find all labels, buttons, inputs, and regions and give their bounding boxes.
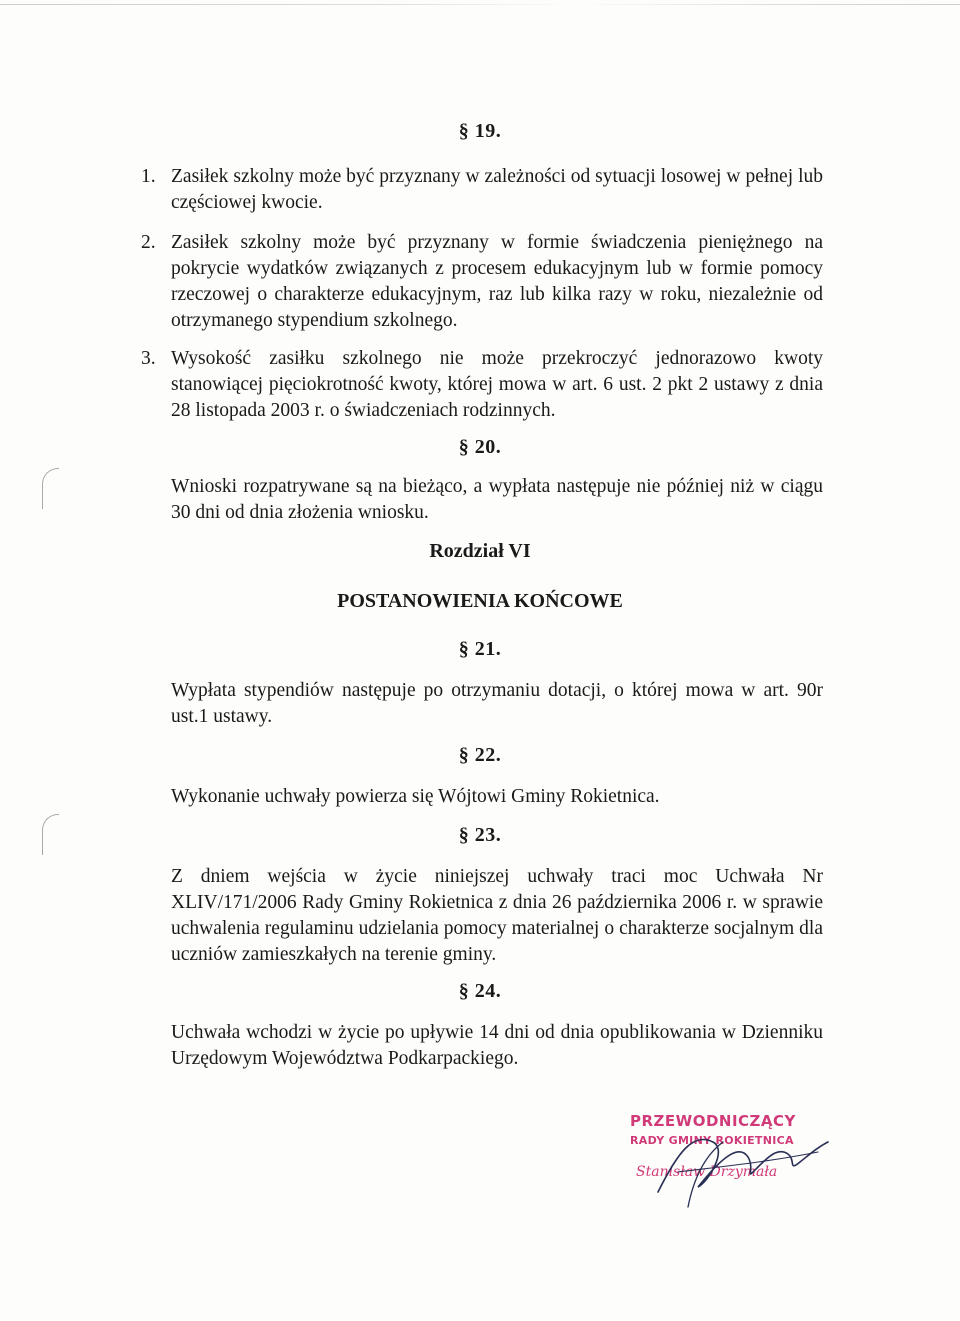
paragraph-text: Zasiłek szkolny może być przyznany w zależności od sytuacji losowej w pełnej lub częściowej kwocie. (171, 166, 823, 213)
s22-text: Wykonanie uchwały powierza się Wójtowi Gminy Rokietnica. (171, 786, 660, 807)
paragraph-text: Wysokość zasiłku szkolnego nie może przekroczyć jednorazowo kwoty stanowiącej pięciokrotność kwoty, której mowa w art. 6 ust. 2 pkt 2 ustawy z dnia 28 listopada 2003 r. o świadczeniach rodzinnych. (171, 348, 823, 421)
stamp-name: Stanisław Drzymała (636, 1164, 778, 1180)
handwritten-signature (618, 1112, 848, 1212)
paragraph-number: 3. (141, 348, 156, 369)
stamp-title: PRZEWODNICZĄCY (630, 1112, 796, 1130)
section-21-mark: § 21. (458, 638, 502, 660)
scan-edge-line (0, 4, 960, 5)
s21-text: Wypłata stypendiów następuje po otrzymaniu dotacji, o której mowa w art. 90r ust.1 ustawy. (171, 680, 823, 727)
chapter-subtitle: POSTANOWIENIA KOŃCOWE (337, 590, 623, 612)
stamp-council: RADY GMINY ROKIETNICA (630, 1134, 794, 1147)
section-19-mark: § 19. (458, 120, 502, 142)
s19-paragraph-1 (141, 164, 821, 216)
s24-text: Uchwała wchodzi w życie po upływie 14 dni od dnia opublikowania w Dzienniku Urzędowym Województwa Podkarpackiego. (171, 1022, 823, 1069)
chapter-title: Rozdział VI (429, 540, 531, 562)
margin-mark (42, 468, 59, 509)
section-20-mark: § 20. (458, 436, 502, 458)
paragraph-text: Zasiłek szkolny może być przyznany w formie świadczenia pieniężnego na pokrycie wydatków związanych z procesem edukacyjnym lub w formie pomocy rzeczowej o charakterze edukacyjnym, raz lub kilka razy w roku, niezależnie od otrzymanego stypendium szkolnego. (171, 232, 823, 331)
paragraph-number: 1. (141, 166, 156, 187)
s19-paragraph-3 (141, 346, 821, 424)
s23-text: Z dniem wejścia w życie niniejszej uchwały traci moc Uchwała Nr XLIV/171/2006 Rady Gminy Rokietnica z dnia 26 października 2006 r. w sprawie uchwalenia regulaminu udzielania pomocy materialnej o charakterze socjalnym dla uczniów zamieszkałych na terenie gminy. (171, 866, 823, 965)
s19-paragraph-2 (141, 230, 821, 334)
section-24-mark: § 24. (458, 980, 502, 1002)
section-23-mark: § 23. (458, 824, 502, 846)
paragraph-number: 2. (141, 232, 156, 253)
s20-text: Wnioski rozpatrywane są na bieżąco, a wypłata następuje nie później niż w ciągu 30 dni od dnia złożenia wniosku. (171, 476, 823, 523)
section-22-mark: § 22. (458, 744, 502, 766)
